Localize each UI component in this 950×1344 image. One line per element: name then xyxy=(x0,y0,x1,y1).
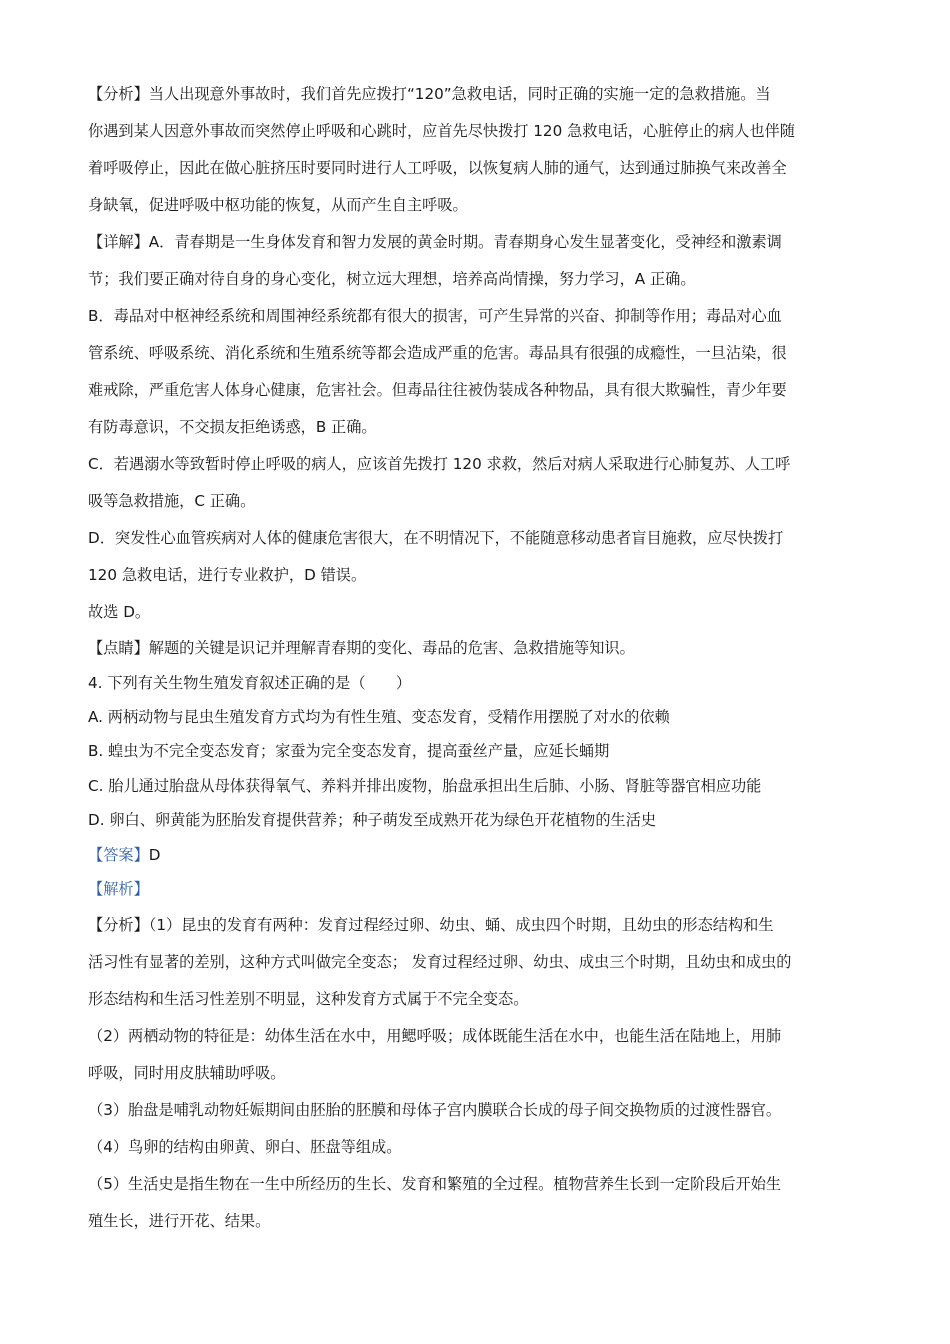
question-4-option-b: B. 蝗虫为不完全变态发育；家蚕为完全变态发育，提高蚕丝产量，应延长蛹期 xyxy=(88,742,610,760)
q4-analysis-line-5: 呼吸，同时用皮肤辅助呼吸。 xyxy=(88,1063,286,1082)
jiexi-label: 【解析】 xyxy=(88,880,149,898)
q4-analysis-line-8: （5）生活史是指生物在一生中所经历的生长、发育和繁殖的全过程。植物营养生长到一定阶段后开始生 xyxy=(88,1174,782,1193)
q4-analysis-line-7: （4）鸟卵的结构由卵黄、卵白、胚盘等组成。 xyxy=(88,1137,402,1156)
detail-line-3: B．毒品对中枢神经系统和周围神经系统都有很大的损害，可产生异常的兴奋、抑制等作用；毒品对心血 xyxy=(88,307,782,325)
q4-analysis-line-3: 形态结构和生活习性差别不明显，这种发育方式属于不完全变态。 xyxy=(88,989,529,1008)
analysis-line-3: 着呼吸停止，因此在做心脏挤压时要同时进行人工呼吸，以恢复病人肺的通气，达到通过肺换气来改善全 xyxy=(88,159,787,177)
tip-line: 【点睛】解题的关键是识记并理解青春期的变化、毒品的危害、急救措施等知识。 xyxy=(88,639,635,657)
analysis-line-1: 【分析】当人出现意外事故时，我们首先应拨打“120”急救电话，同时正确的实施一定的急救措施。当 xyxy=(88,85,771,103)
detail-line-7: C．若遇溺水等致暂时停止呼吸的病人，应该首先拨打 120 求救，然后对病人采取进行心肺复苏、人工呼 xyxy=(88,455,791,473)
analysis-line-4: 身缺氧，促进呼吸中枢功能的恢复，从而产生自主呼吸。 xyxy=(88,196,468,214)
detail-line-2: 节；我们要正确对待自身的身心变化，树立远大理想，培养高尚情操，努力学习，A 正确。 xyxy=(88,270,696,288)
q4-analysis-line-2: 活习性有显著的差别，这种方式叫做完全变态； 发育过程经过卵、幼虫、成虫三个时期，且幼虫和成虫的 xyxy=(88,952,792,971)
question-4-option-c: C. 胎儿通过胎盘从母体获得氧气、养料并排出废物，胎盘承担出生后肺、小肠、肾脏等器官相应功能 xyxy=(88,776,762,795)
answer-label: 【答案】 xyxy=(88,845,149,864)
analysis-line-2: 你遇到某人因意外事故而突然停止呼吸和心跳时，应首先尽快拨打 120 急救电话，心脏停止的病人也伴随 xyxy=(88,122,795,140)
detail-line-11: 故选 D。 xyxy=(88,603,151,621)
detail-line-9: D．突发性心血管疾病对人体的健康危害很大，在不明情况下，不能随意移动患者盲目施救，应尽快拨打 xyxy=(88,529,784,547)
detail-line-5: 难戒除，严重危害人体身心健康，危害社会。但毒品往往被伪装成各种物品，具有很大欺骗性，青少年要 xyxy=(88,381,787,399)
answer-value: D xyxy=(148,845,161,864)
q4-analysis-line-1: 【分析】（1）昆虫的发育有两种：发育过程经过卵、幼虫、蛹、成虫四个时期，且幼虫的形态结构和生 xyxy=(88,915,774,934)
question-4-option-a: A. 两柄动物与昆虫生殖发育方式均为有性生殖、变态发育，受精作用摆脱了对水的依赖 xyxy=(88,707,670,726)
q4-analysis-line-6: （3）胎盘是哺乳动物妊娠期间由胚胎的胚膜和母体子宫内膜联合长成的母子间交换物质的过渡性器官。 xyxy=(88,1100,782,1119)
detail-line-1: 【详解】A．青春期是一生身体发育和智力发展的黄金时期。青春期身心发生显著变化，受神经和激素调 xyxy=(88,233,782,251)
q4-analysis-line-9: 殖生长，进行开花、结果。 xyxy=(88,1211,271,1230)
answer-line xyxy=(88,838,864,873)
question-4-option-d: D. 卵白、卵黄能为胚胎发育提供营养；种子萌发至成熟开花为绿色开花植物的生活史 xyxy=(88,811,657,829)
document-page xyxy=(88,76,864,1240)
detail-line-6: 有防毒意识，不交损友拒绝诱惑，B 正确。 xyxy=(88,418,377,436)
detail-line-10: 120 急救电话，进行专业救护，D 错误。 xyxy=(88,566,367,584)
detail-line-4: 管系统、呼吸系统、消化系统和生殖系统等都会造成严重的危害。毒品具有很强的成瘾性，一旦沾染，很 xyxy=(88,344,787,362)
q4-analysis-line-4: （2）两栖动物的特征是：幼体生活在水中，用鳃呼吸；成体既能生活在水中，也能生活在陆地上，用肺 xyxy=(88,1026,782,1045)
question-4-stem: 4. 下列有关生物生殖发育叙述正确的是（ ） xyxy=(88,673,412,692)
detail-line-8: 吸等急救措施，C 正确。 xyxy=(88,492,256,510)
